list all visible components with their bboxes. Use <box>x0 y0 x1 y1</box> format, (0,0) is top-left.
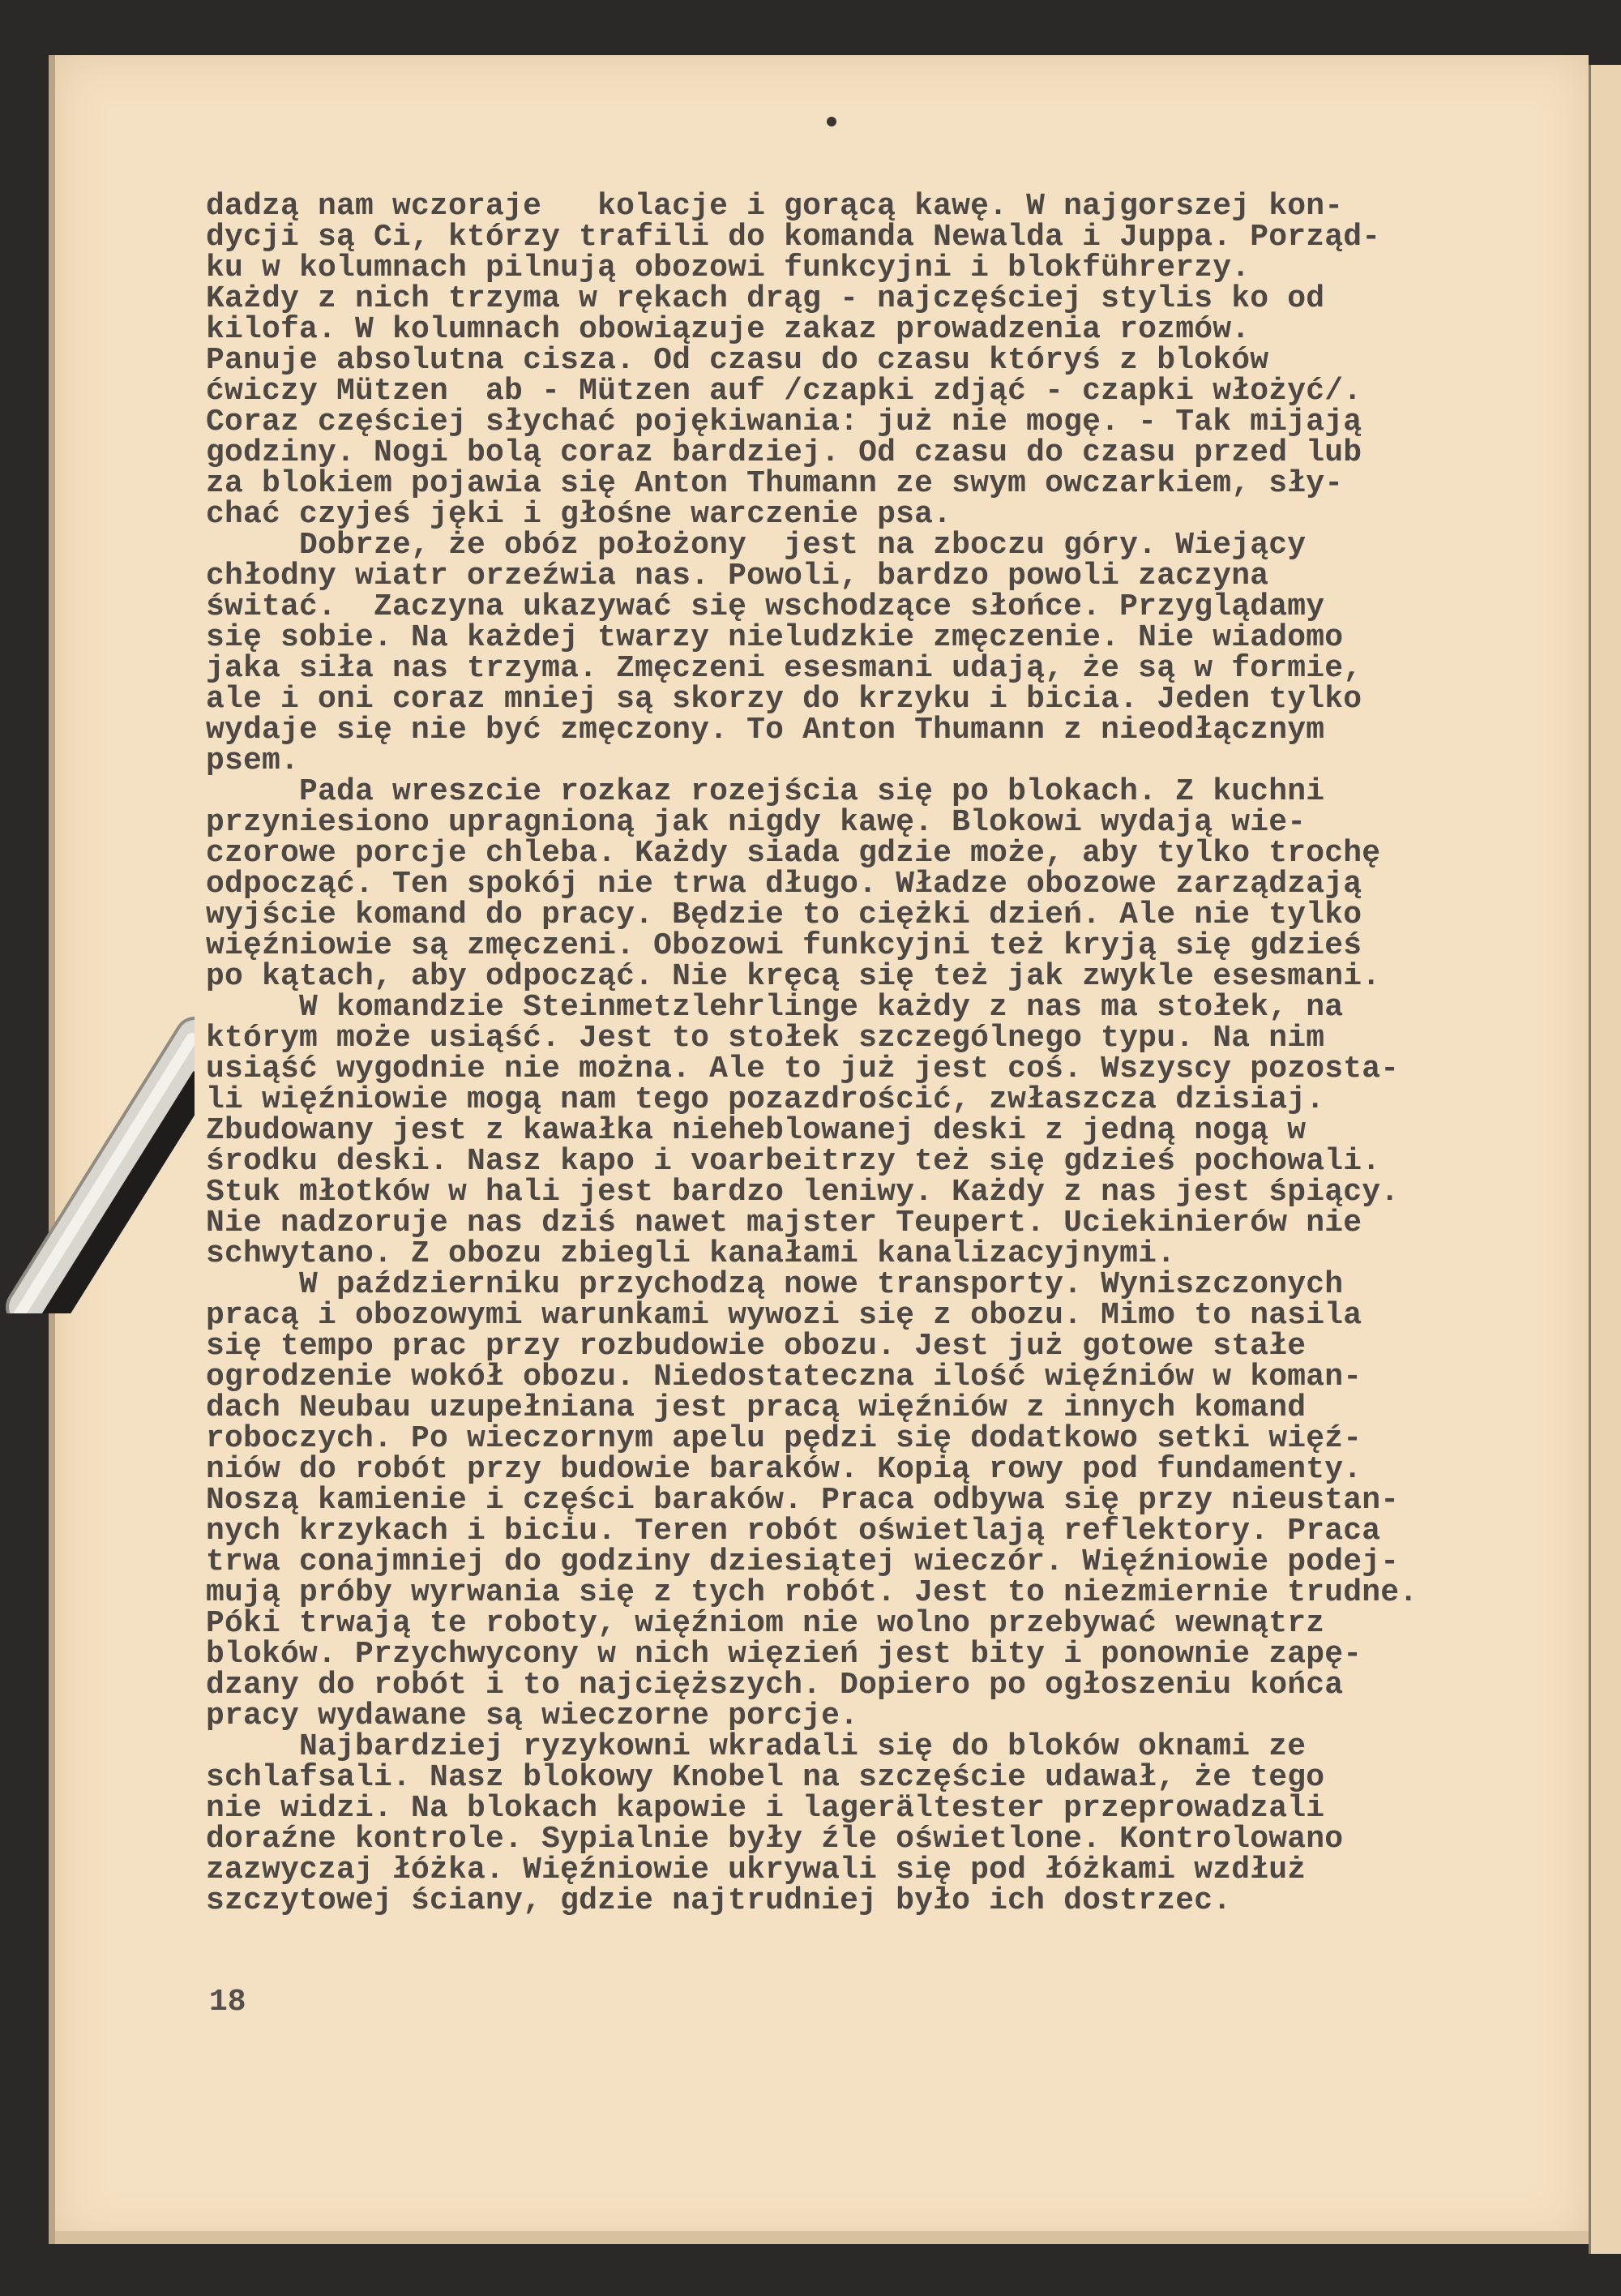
text-line: Zbudowany jest z kawałka nieheblowanej deski z jedną nogą w <box>206 1113 1307 1148</box>
text-line: jaka siła nas trzyma. Zmęczeni esesmani udają, że są w formie, <box>206 651 1362 686</box>
text-line: się tempo prac przy rozbudowie obozu. Jest już gotowe stałe <box>206 1329 1307 1364</box>
paragraph <box>206 530 1418 777</box>
text-line: nych krzykach i biciu. Teren robót oświetlają reflektory. Praca <box>206 1514 1381 1549</box>
text-line: ku w kolumnach pilnują obozowi funkcyjni i blokführerzy. <box>206 251 1251 285</box>
text-line: chać czyjeś jęki i głośne warczenie psa. <box>206 497 952 532</box>
text-line: po kątach, aby odpocząć. Nie kręcą się też jak zwykle esesmani. <box>206 959 1381 994</box>
text-line: niów do robót przy budowie baraków. Kopią rowy pod fundamenty. <box>206 1452 1362 1487</box>
text-line: chłodny wiatr orzeźwia nas. Powoli, bardzo powoli zaczyna <box>206 559 1269 593</box>
text-line: mują próby wyrwania się z tych robót. Jest to niezmiernie trudne. <box>206 1575 1418 1610</box>
text-line: Pada wreszcie rozkaz rozejścia się po blokach. Z kuchni <box>206 774 1325 809</box>
text-line: Póki trwają te roboty, więźniom nie wolno przebywać wewnątrz <box>206 1606 1325 1641</box>
text-line: ogrodzenie wokół obozu. Niedostateczna ilość więźniów w koman- <box>206 1360 1362 1394</box>
text-line: dzany do robót i to najcięższych. Dopiero po ogłoszeniu końca <box>206 1668 1344 1703</box>
text-line: Panuje absolutna cisza. Od czasu do czasu któryś z bloków <box>206 343 1269 378</box>
text-line: nie widzi. Na blokach kapowie i lagerältester przeprowadzali <box>206 1791 1325 1826</box>
paragraph <box>206 1267 1418 1733</box>
page-number: 18 <box>209 1985 246 2020</box>
text-line: pracą i obozowymi warunkami wywozi się z obozu. Mimo to nasila <box>206 1298 1362 1333</box>
text-line: więźniowie są zmęczeni. Obozowi funkcyjni też kryją się gdzieś <box>206 928 1362 963</box>
text-line: szczytowej ściany, gdzie najtrudniej było ich dostrzec. <box>206 1883 1232 1918</box>
ink-dot <box>827 117 836 126</box>
text-line: zazwyczaj łóżka. Więźniowie ukrywali się pod łóżkami wzdłuż <box>206 1853 1307 1887</box>
text-line: Coraz częściej słychać pojękiwania: już nie mogę. - Tak mijają <box>206 405 1362 439</box>
text-line: pracy wydawane są wieczorne porcje. <box>206 1698 859 1733</box>
text-line: dach Neubau uzupełniana jest pracą więźniów z innych komand <box>206 1390 1307 1425</box>
text-line: Dobrze, że obóz położony jest na zboczu góry. Wiejący <box>206 528 1307 563</box>
text-line: Noszą kamienie i części baraków. Praca odbywa się przy nieustan- <box>206 1483 1400 1518</box>
text-line: trwa conajmniej do godziny dziesiątej wieczór. Więźniowie podej- <box>206 1544 1400 1579</box>
page-bottom-edge <box>55 2231 1589 2244</box>
text-line: schlafsali. Nasz blokowy Knobel na szczęście udawał, że tego <box>206 1760 1325 1795</box>
text-line: którym może usiąść. Jest to stołek szczególnego typu. Na nim <box>206 1021 1325 1056</box>
text-line: kilofa. W kolumnach obowiązuje zakaz prowadzenia rozmów. <box>206 312 1251 347</box>
text-line: wydaje się nie być zmęczony. To Anton Thumann z nieodłącznym <box>206 713 1325 747</box>
text-line: Nie nadzoruje nas dziś nawet majster Teupert. Uciekinierów nie <box>206 1206 1362 1240</box>
paragraph <box>206 191 1418 530</box>
text-line: za blokiem pojawia się Anton Thumann ze swym owczarkiem, sły- <box>206 466 1344 501</box>
text-line: roboczych. Po wieczornym apelu pędzi się dodatkowo setki więź- <box>206 1421 1362 1456</box>
text-line: się sobie. Na każdej twarzy nieludzkie zmęczenie. Nie wiadomo <box>206 620 1344 655</box>
text-line: schwytano. Z obozu zbiegli kanałami kanalizacyjnymi. <box>206 1236 1176 1271</box>
text-line: usiąść wygodnie nie można. Ale to już jest coś. Wszyscy pozosta- <box>206 1052 1400 1086</box>
text-line: psem. <box>206 743 300 778</box>
next-page-edge <box>1589 65 1621 2254</box>
paragraph <box>206 774 1418 994</box>
text-line: Najbardziej ryzykowni wkradali się do bloków oknami ze <box>206 1729 1307 1764</box>
paragraph <box>206 992 1418 1270</box>
text-line: bloków. Przychwycony w nich więzień jest bity i ponownie zapę- <box>206 1637 1362 1672</box>
typewritten-text <box>206 191 1418 1917</box>
text-line: przyniesiono upragnioną jak nigdy kawę. Blokowi wydają wie- <box>206 805 1307 840</box>
text-line: Stuk młotków w hali jest bardzo leniwy. Każdy z nas jest śpiący. <box>206 1175 1400 1210</box>
text-line: czorowe porcje chleba. Każdy siada gdzie może, aby tylko trochę <box>206 836 1381 871</box>
text-line: Każdy z nich trzyma w rękach drąg - najczęściej stylis ko od <box>206 281 1325 316</box>
text-line: W październiku przychodzą nowe transporty. Wyniszczonych <box>206 1267 1344 1302</box>
text-line: li więźniowie mogą nam tego pozazdrościć, zwłaszcza dzisiaj. <box>206 1082 1325 1117</box>
text-line: odpocząć. Ten spokój nie trwa długo. Władze obozowe zarządzają <box>206 867 1362 902</box>
text-line: wyjście komand do pracy. Będzie to ciężki dzień. Ale nie tylko <box>206 897 1362 932</box>
text-line: doraźne kontrole. Sypialnie były źle oświetlone. Kontrolowano <box>206 1822 1344 1857</box>
text-line: godziny. Nogi bolą coraz bardziej. Od czasu do czasu przed lub <box>206 435 1362 470</box>
text-line: dadzą nam wczoraje kolacje i gorącą kawę. W najgorszej kon- <box>206 189 1344 224</box>
tweezers-icon <box>0 973 195 1313</box>
text-line: dycji są Ci, którzy trafili do komanda Newalda i Juppa. Porząd- <box>206 220 1381 255</box>
text-line: świtać. Zaczyna ukazywać się wschodzące słońce. Przyglądamy <box>206 589 1325 624</box>
text-line: ale i oni coraz mniej są skorzy do krzyku i bicia. Jeden tylko <box>206 682 1362 717</box>
paragraph <box>206 1729 1418 1918</box>
text-line: środku deski. Nasz kapo i voarbeitrzy też się gdzieś pochowali. <box>206 1144 1381 1179</box>
text-line: W komandzie Steinmetzlehrlinge każdy z nas ma stołek, na <box>206 990 1344 1025</box>
text-line: ćwiczy Mützen ab - Mützen auf /czapki zdjąć - czapki włożyć/. <box>206 374 1362 409</box>
